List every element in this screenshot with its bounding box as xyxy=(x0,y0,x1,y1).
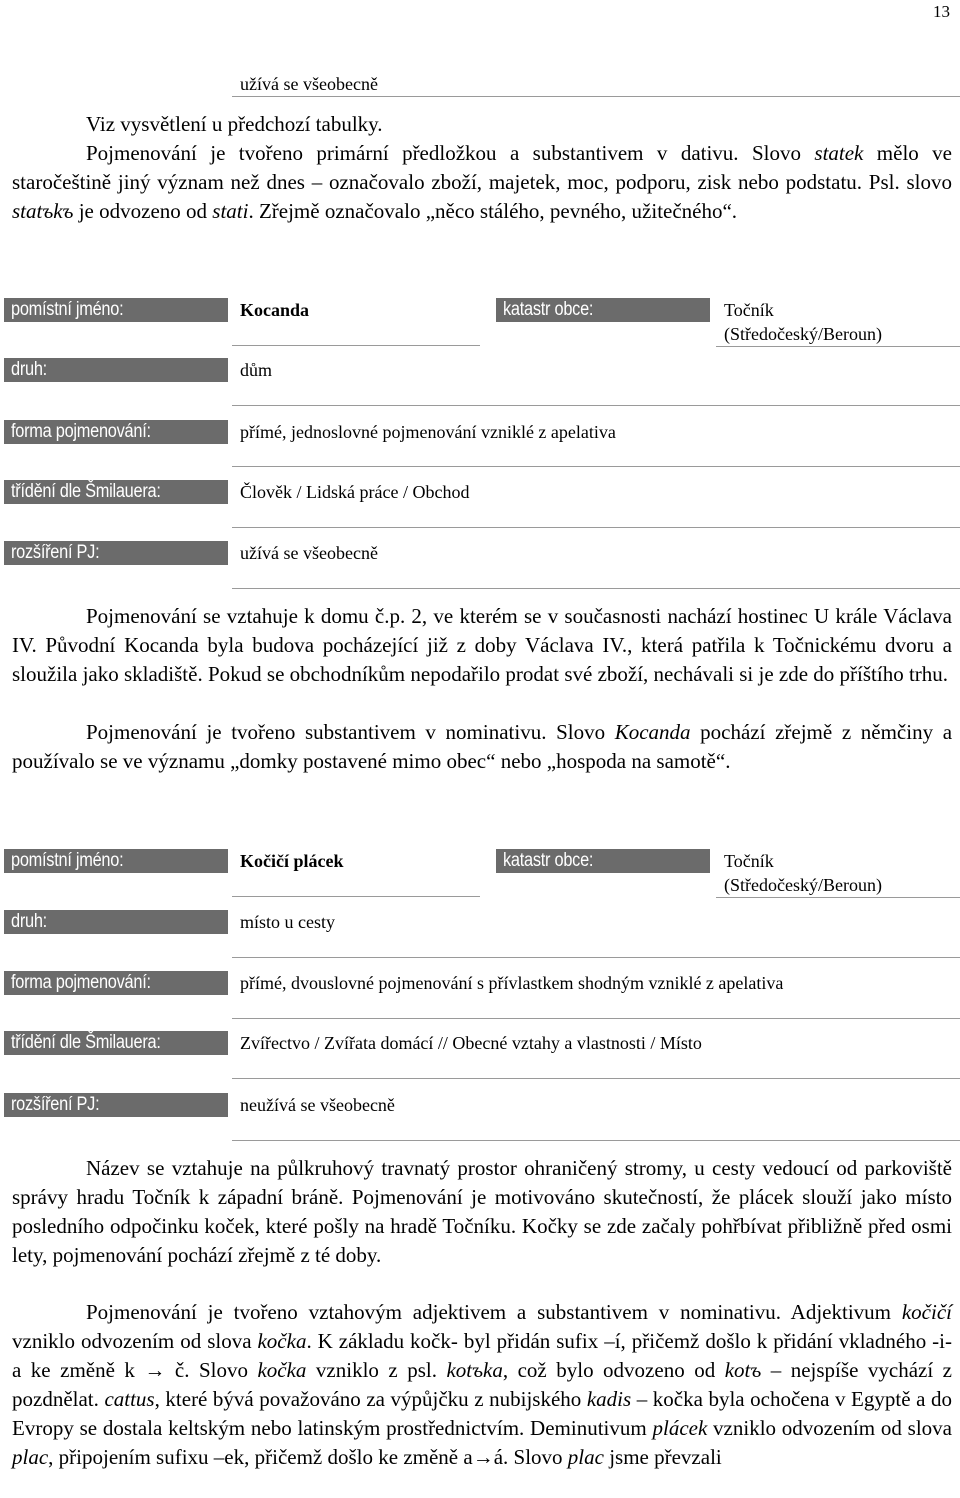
text-run: pochází zřejmě z němčiny a používalo se ve významu „domky postavené mimo obec“ nebo „hospoda na samotě“. xyxy=(12,720,953,773)
field-underline xyxy=(232,896,480,897)
field-underline xyxy=(232,345,480,346)
label-extent: rozšíření PJ: xyxy=(4,1093,228,1117)
type-value: dům xyxy=(240,360,273,380)
cadastre-value-line2: (Středočeský/Beroun) xyxy=(724,875,882,895)
italic-term: kotъka xyxy=(446,1358,503,1382)
label-place-name: pomístní jméno: xyxy=(4,298,228,322)
naming-form-value: přímé, jednoslovné pojmenování vzniklé z apelativa xyxy=(240,422,616,442)
text-run: . K základu kočk- byl přidán sufix –í, přičemž došlo k přidání vkladného -i- a ke změně k → č. Slovo xyxy=(12,1329,952,1382)
label-type: druh: xyxy=(4,358,228,382)
text-run: Pojmenování je tvořeno vztahovým adjektivem a substantivem v nominativu. Adjektivum xyxy=(86,1300,902,1324)
place-name-value: Kočičí plácek xyxy=(240,851,344,871)
paragraph xyxy=(12,139,952,226)
italic-term: stati xyxy=(212,199,249,223)
page-number: 13 xyxy=(933,2,950,21)
italic-term: statъkъ xyxy=(12,199,74,223)
extent-value: neužívá se všeobecně xyxy=(240,1095,395,1115)
label-place-name: pomístní jméno: xyxy=(4,849,228,873)
text-run: Pojmenování je tvořeno primární předložkou a substantivem v dativu. Slovo xyxy=(86,141,815,165)
paragraph xyxy=(12,1154,952,1270)
text-run: je odvozeno od xyxy=(73,199,213,223)
label-cadastre: katastr obce: xyxy=(496,298,710,322)
italic-term: statek xyxy=(814,141,864,165)
paragraph xyxy=(12,718,952,776)
classification-value: Člověk / Lidská práce / Obchod xyxy=(240,482,470,502)
text-run: vzniklo odvozením od slova xyxy=(707,1416,952,1440)
field-underline xyxy=(232,405,960,406)
place-name-value: Kocanda xyxy=(240,300,310,320)
paragraph xyxy=(12,602,952,689)
italic-term: plac xyxy=(12,1445,49,1469)
paragraph xyxy=(12,110,952,139)
italic-term: plácek xyxy=(652,1416,708,1440)
italic-term: kočka xyxy=(257,1358,307,1382)
text-run: jsme převzali xyxy=(603,1445,722,1469)
label-cadastre: katastr obce: xyxy=(496,849,710,873)
text-run: Pojmenování se vztahuje k domu č.p. 2, ve kterém se v současnosti nachází hostinec U krále Václava IV. Původní Kocanda byla budova pocházející již z doby Václava IV., která patřila k Točnickému dvoru a sloužila jako skladiště. Pokud se obchodníkům nepodařilo prodat své zboží, nechávali si je zde do příštího trhu. xyxy=(12,604,952,686)
text-run: . Zřejmě označovalo „něco stálého, pevného, užitečného“. xyxy=(248,199,738,223)
italic-term: kadis xyxy=(586,1387,632,1411)
field-underline xyxy=(232,1140,960,1141)
cadastre-value-line1: Točník xyxy=(724,300,774,320)
italic-term: kotъ xyxy=(724,1358,762,1382)
field-underline xyxy=(716,346,960,347)
label-extent: rozšíření PJ: xyxy=(4,541,228,565)
text-run: – nejspíše vychází z pozdnělat. xyxy=(12,1358,952,1411)
text-run: , což bylo odvozeno od xyxy=(502,1358,725,1382)
text-run: Název se vztahuje na půlkruhový travnatý prostor ohraničený stromy, u cesty vedoucí od parkoviště správy hradu Točník k západní bráně. Pojmenování je motivováno skutečností, že plácek slouží jako místo posledního odpočinku koček, které pošly na hradě Točníku. Kočky se zde začaly pohřbívat přibližně před osmi lety, pojmenování pochází zřejmě z té doby. xyxy=(12,1156,952,1267)
field-underline xyxy=(232,466,960,467)
text-run: Pojmenování je tvořeno substantivem v nominativu. Slovo xyxy=(86,720,615,744)
text-run: Viz vysvětlení u předchozí tabulky. xyxy=(86,112,383,136)
cadastre-value-line1: Točník xyxy=(724,851,774,871)
text-run: mělo ve staročeštině jiný význam než dnes – označovalo zboží, majetek, moc, podporu, zisk nebo podstatu. Psl. slovo xyxy=(12,141,953,194)
text-run: vzniklo odvozením od slova xyxy=(12,1329,258,1353)
italic-term: Kocanda xyxy=(614,720,691,744)
label-classification: třídění dle Šmilauera: xyxy=(4,1031,228,1055)
field-underline xyxy=(232,957,960,958)
previous-entry-extent-value: užívá se všeobecně xyxy=(240,74,378,94)
label-naming-form: forma pojmenování: xyxy=(4,420,228,444)
label-type: druh: xyxy=(4,910,228,934)
classification-value: Zvířectvo / Zvířata domácí // Obecné vztahy a vlastnosti / Místo xyxy=(240,1033,702,1053)
field-underline xyxy=(232,527,960,528)
italic-term: kočičí xyxy=(901,1300,952,1324)
cadastre-value-line2: (Středočeský/Beroun) xyxy=(724,324,882,344)
italic-term: kočka xyxy=(257,1329,307,1353)
italic-term: plac xyxy=(567,1445,604,1469)
text-run: , připojením sufixu –ek, přičemž došlo ke změně a→á. Slovo xyxy=(48,1445,568,1469)
type-value: místo u cesty xyxy=(240,912,335,932)
field-underline xyxy=(232,96,960,97)
field-underline xyxy=(232,1078,960,1079)
paragraph xyxy=(12,1298,952,1472)
label-classification: třídění dle Šmilauera: xyxy=(4,480,228,504)
field-underline xyxy=(232,588,960,589)
text-run: vzniklo z psl. xyxy=(306,1358,447,1382)
field-underline xyxy=(716,897,960,898)
text-run: , které bývá považováno za výpůjčku z nubijského xyxy=(154,1387,587,1411)
extent-value: užívá se všeobecně xyxy=(240,543,378,563)
italic-term: cattus xyxy=(104,1387,155,1411)
naming-form-value: přímé, dvouslovné pojmenování s přívlastkem shodným vzniklé z apelativa xyxy=(240,973,784,993)
label-naming-form: forma pojmenování: xyxy=(4,971,228,995)
field-underline xyxy=(232,1018,960,1019)
text-run: – kočka byla ochočena v Egyptě a do Evropy se dostala keltským nebo latinským prostřednictvím. Deminutivum xyxy=(12,1387,952,1440)
